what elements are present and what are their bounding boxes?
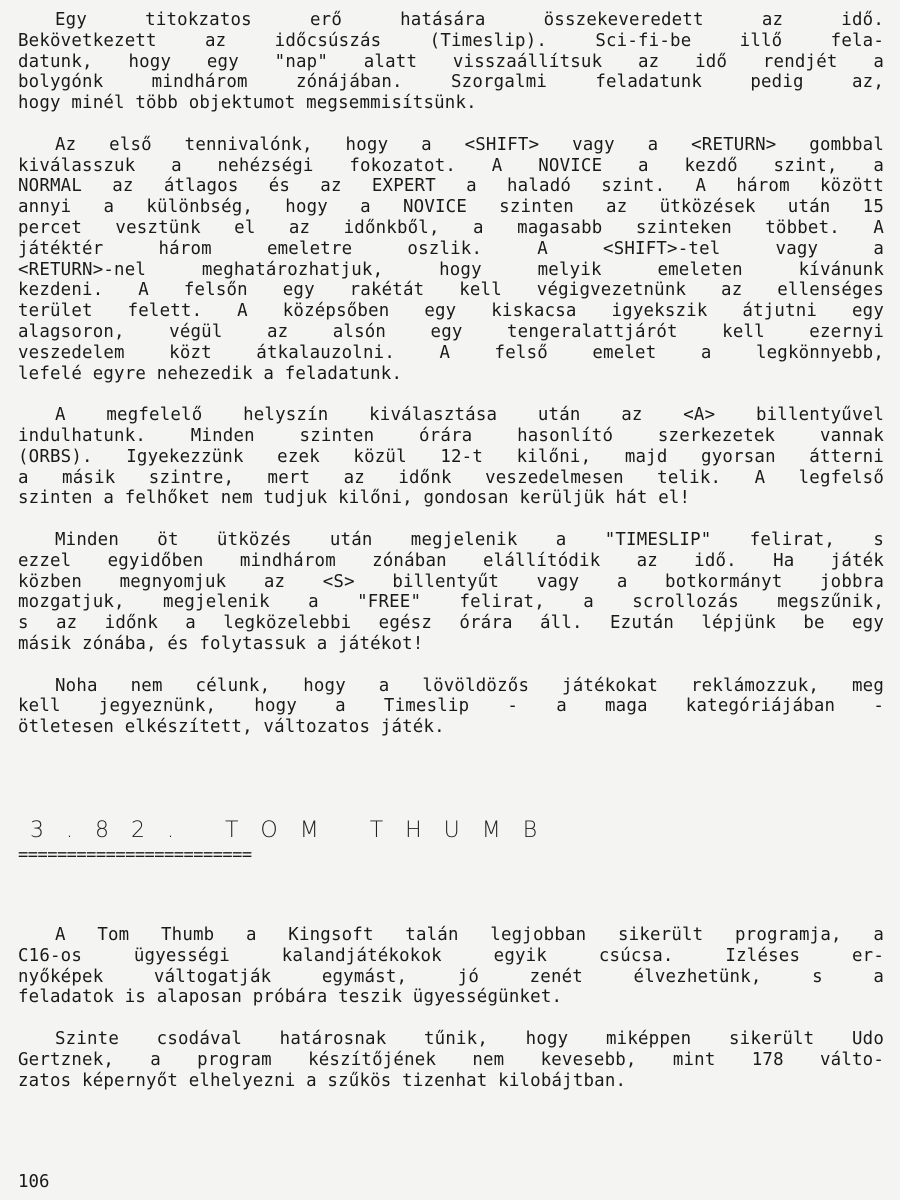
text-line: s az időnk a legközelebbi egész órára áll. Ezután lépjünk be egy (18, 613, 884, 634)
text-line: A megfelelő helyszín kiválasztása után az <A> billentyűvel (55, 405, 884, 426)
section-title: 3.82. TOM THUMB (30, 818, 560, 843)
text-line: kell jegyeznünk, hogy a Timeslip - a maga kategóriájában - (18, 696, 884, 717)
text-line: zatos képernyőt elhelyezni a szűkös tizenhat kilobájtban. (18, 1070, 627, 1091)
text-line: (ORBS). Igyekezzünk ezek közül 12-t kilőni, majd gyorsan átterni (18, 446, 884, 467)
text-line: Az első tennivalónk, hogy a <SHIFT> vagy a <RETURN> gombbal (55, 134, 884, 155)
paragraph-2 (18, 135, 884, 385)
text-line: másik zónába, és folytassuk a játékot! (18, 633, 424, 654)
text-line: közben megnyomjuk az <S> billentyűt vagy a botkormányt jobbra (18, 571, 884, 592)
text-line: hogy minél több objektumot megsemmisítsünk. (18, 93, 477, 114)
text-line: alagsoron, végül az alsón egy tengeralattjárót kell ezernyi (18, 321, 884, 342)
text-line: annyi a különbség, hogy a NOVICE szinten az ütközések után 15 (18, 197, 884, 218)
text-line: terület felett. A középsőben egy kiskacsa igyekszik átjutni egy (18, 301, 884, 322)
text-line: Szinte csodával határosnak tűnik, hogy miképpen sikerült Udo (55, 1028, 884, 1049)
text-line: nyőképek váltogatják egymást, jó zenét élvezhetünk, s a (18, 966, 884, 987)
page-number: 106 (18, 1172, 50, 1192)
text-line: Minden öt ütközés után megjelenik a "TIMESLIP" felirat, s (55, 529, 884, 550)
text-line: percet vesztünk el az időnkből, a magasabb szinteken többet. A (18, 217, 884, 238)
paragraph-3 (18, 405, 884, 509)
text-line: <RETURN>-nel meghatározhatjuk, hogy melyik emeleten kívánunk (18, 259, 884, 280)
section-heading (18, 818, 670, 865)
text-line: Bekövetkezett az időcsúszás (Timeslip). Sci-fi-be illő fela- (18, 30, 884, 51)
text-line: játéktér három emeletre oszlik. A <SHIFT>-tel vagy a (18, 238, 884, 259)
text-line: feladatok is alaposan próbára teszik ügyességünket. (18, 987, 563, 1008)
text-line: a másik szintre, mert az időnk veszedelmesen telik. A legfelső (18, 467, 884, 488)
text-line: ötletesen elkészített, változatos játék. (18, 717, 445, 738)
paragraph-7 (18, 1029, 884, 1091)
document-body (18, 10, 884, 759)
text-line: Gertznek, a program készítőjének nem kevesebb, mint 178 válto- (18, 1049, 884, 1070)
section-body (18, 925, 884, 1112)
paragraph-1 (18, 10, 884, 114)
text-line: lefelé egyre nehezedik a feladatunk. (18, 363, 403, 384)
text-line: kezdeni. A felsőn egy rakétát kell végigvezetnünk az ellenséges (18, 280, 884, 301)
text-line: kiválasszuk a nehézségi fokozatot. A NOVICE a kezdő szint, a (18, 155, 884, 176)
text-line: A Tom Thumb a Kingsoft talán legjobban sikerült programja, a (55, 925, 884, 945)
paragraph-6 (18, 925, 884, 1008)
text-line: veszedelem közt átkalauzolni. A felső emelet a legkönnyebb, (18, 342, 884, 363)
paragraph-5 (18, 676, 884, 738)
text-line: Noha nem célunk, hogy a lövöldözős játékokat reklámozzuk, meg (55, 675, 884, 696)
text-line: mozgatjuk, megjelenik a "FREE" felirat, a scrollozás megszűnik, (18, 592, 884, 613)
text-line: datunk, hogy egy "nap" alatt visszaállítsuk az idő rendjét a (18, 51, 884, 72)
text-line: ezzel egyidőben mindhárom zónában elállítódik az idő. Ha játék (18, 550, 884, 571)
text-line: Egy titokzatos erő hatására összekeveredett az idő. (55, 10, 884, 30)
paragraph-4 (18, 530, 884, 655)
title-underline: ======================== (18, 845, 252, 865)
text-line: bolygónk mindhárom zónájában. Szorgalmi feladatunk pedig az, (18, 72, 884, 93)
text-line: szinten a felhőket nem tudjuk kilőni, gondosan kerüljük hát el! (18, 488, 691, 509)
text-line: NORMAL az átlagos és az EXPERT a haladó szint. A három között (18, 176, 884, 197)
text-line: indulhatunk. Minden szinten órára hasonlító szerkezetek vannak (18, 425, 884, 446)
text-line: C16-os ügyességi kalandjátékokok egyik csúcsa. Izléses er- (18, 945, 884, 966)
